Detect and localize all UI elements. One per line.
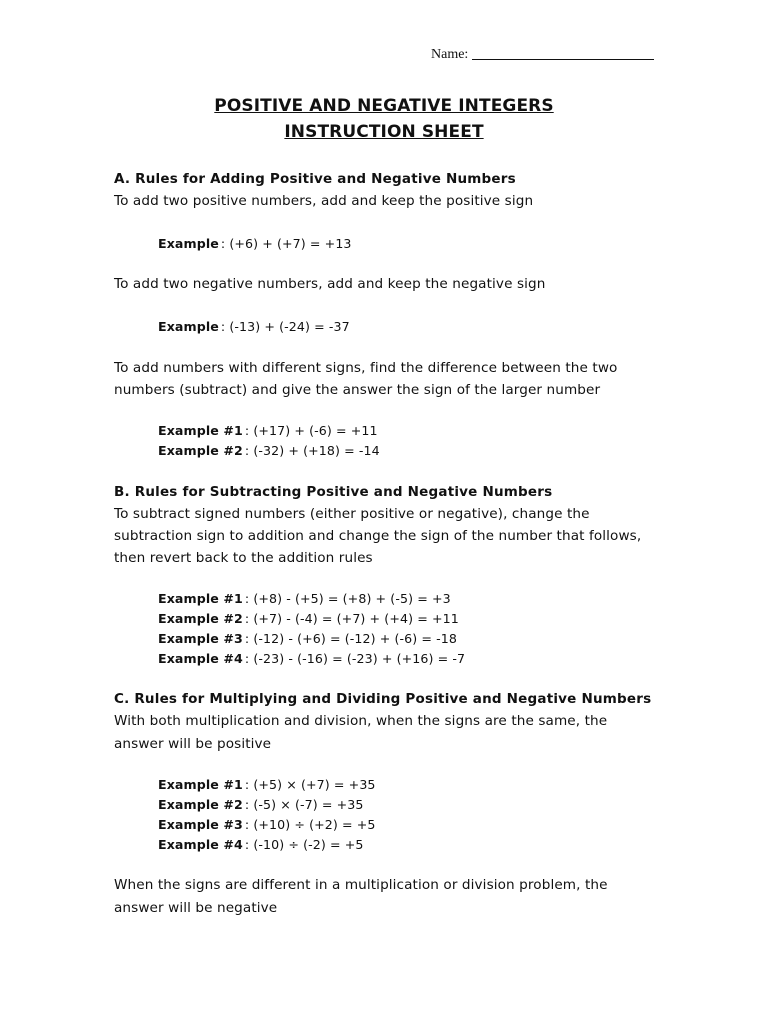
section-a-example-row bbox=[158, 443, 380, 458]
section-b-heading: B. Rules for Subtracting Positive and Negative Numbers bbox=[114, 484, 553, 500]
section-a-rule-1: To add two positive numbers, add and keep the positive sign bbox=[114, 193, 534, 209]
example-label: Example #2 bbox=[158, 443, 243, 458]
example-expression: : (-13) + (-24) = -37 bbox=[220, 319, 350, 334]
section-c-example-row bbox=[158, 777, 376, 792]
example-label: Example #1 bbox=[158, 591, 243, 606]
example-label: Example #3 bbox=[158, 631, 243, 646]
example-label: Example #4 bbox=[158, 837, 243, 852]
example-label: Example #1 bbox=[158, 423, 243, 438]
example-expression: : (-5) × (-7) = +35 bbox=[244, 797, 364, 812]
section-b-rule-line-1: To subtract signed numbers (either positive or negative), change the bbox=[114, 506, 590, 522]
section-a-rule-3-line-1: To add numbers with different signs, find the difference between the two bbox=[114, 360, 618, 376]
section-a-heading: A. Rules for Adding Positive and Negative Numbers bbox=[114, 171, 516, 187]
section-c-rule-1-line-2: answer will be positive bbox=[114, 736, 272, 752]
example-expression: : (+8) - (+5) = (+8) + (-5) = +3 bbox=[244, 591, 451, 606]
example-label: Example bbox=[158, 319, 219, 334]
section-a-rule-3-line-2: numbers (subtract) and give the answer the sign of the larger number bbox=[114, 382, 601, 398]
example-label: Example #3 bbox=[158, 817, 243, 832]
section-b-rule-line-2: subtraction sign to addition and change the sign of the number that follows, bbox=[114, 528, 642, 544]
section-c-heading: C. Rules for Multiplying and Dividing Positive and Negative Numbers bbox=[114, 691, 652, 707]
example-expression: : (+6) + (+7) = +13 bbox=[220, 236, 352, 251]
name-field bbox=[431, 47, 654, 63]
example-label: Example #1 bbox=[158, 777, 243, 792]
example-expression: : (+17) + (-6) = +11 bbox=[244, 423, 378, 438]
section-b-example-row bbox=[158, 631, 457, 646]
section-c-rule-2-line-2: answer will be negative bbox=[114, 900, 278, 916]
example-label: Example #2 bbox=[158, 797, 243, 812]
example-expression: : (-23) - (-16) = (-23) + (+16) = -7 bbox=[244, 651, 466, 666]
example-expression: : (+10) ÷ (+2) = +5 bbox=[244, 817, 376, 832]
section-c-rule-1-line-1: With both multiplication and division, when the signs are the same, the bbox=[114, 713, 608, 729]
example-label: Example #2 bbox=[158, 611, 243, 626]
example-label: Example bbox=[158, 236, 219, 251]
section-c-example-row bbox=[158, 797, 364, 812]
section-c-example-row bbox=[158, 837, 364, 852]
section-a-example-row bbox=[158, 423, 378, 438]
section-a-rule-2: To add two negative numbers, add and keep the negative sign bbox=[114, 276, 546, 292]
section-a-example-2 bbox=[158, 319, 350, 334]
example-expression: : (-12) - (+6) = (-12) + (-6) = -18 bbox=[244, 631, 458, 646]
name-blank-line bbox=[472, 59, 654, 60]
example-expression: : (-10) ÷ (-2) = +5 bbox=[244, 837, 364, 852]
section-c-rule-2-line-1: When the signs are different in a multiplication or division problem, the bbox=[114, 877, 608, 893]
example-expression: : (-32) + (+18) = -14 bbox=[244, 443, 380, 458]
title-line-1: POSITIVE AND NEGATIVE INTEGERS bbox=[214, 96, 554, 116]
section-b-example-row bbox=[158, 591, 451, 606]
name-label: Name: bbox=[431, 47, 469, 62]
section-b-example-row bbox=[158, 651, 465, 666]
example-expression: : (+5) × (+7) = +35 bbox=[244, 777, 376, 792]
example-expression: : (+7) - (-4) = (+7) + (+4) = +11 bbox=[244, 611, 459, 626]
section-b-example-row bbox=[158, 611, 459, 626]
example-label: Example #4 bbox=[158, 651, 243, 666]
title-line-2: INSTRUCTION SHEET bbox=[284, 122, 484, 142]
section-c-example-row bbox=[158, 817, 376, 832]
section-b-rule-line-3: then revert back to the addition rules bbox=[114, 550, 373, 566]
section-a-example-1 bbox=[158, 236, 352, 251]
